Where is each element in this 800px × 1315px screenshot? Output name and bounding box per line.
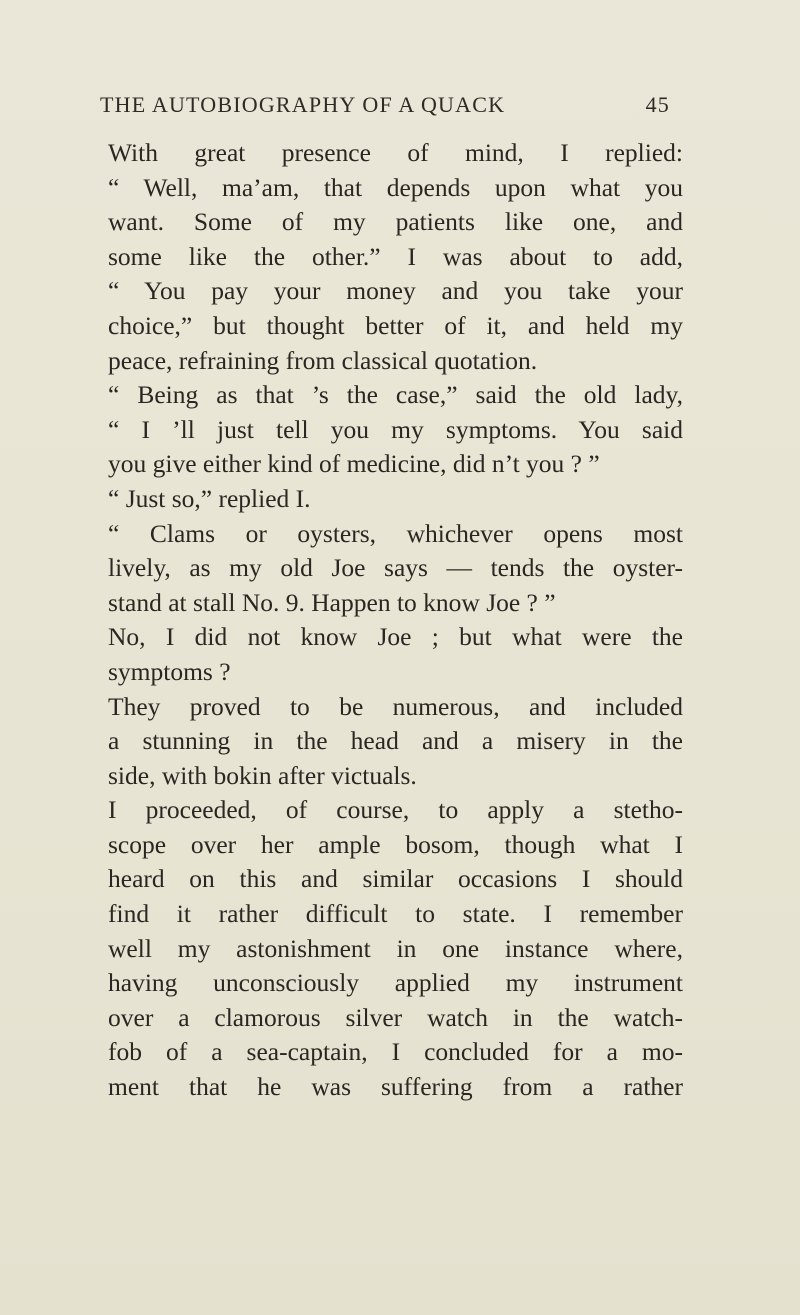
text-line: With great presence of mind, I replied:: [108, 138, 683, 167]
text-line: well my astonishment in one instance where,: [108, 933, 683, 963]
text-line: I proceeded, of course, to apply a stetho-: [108, 795, 683, 825]
body-text: [108, 136, 683, 1105]
text-line: a stunning in the head and a misery in the: [108, 726, 683, 756]
text-line: heard on this and similar occasions I should: [108, 864, 683, 894]
text-line: you give either kind of medicine, did n’t you ? ”: [108, 449, 600, 479]
text-line: They proved to be numerous, and included: [108, 691, 683, 721]
text-line: stand at stall No. 9. Happen to know Joe ? ”: [108, 587, 556, 617]
text-line: ment that he was suffering from a rather: [108, 1072, 683, 1102]
text-line: some like the other.” I was about to add,: [108, 241, 683, 271]
text-line: having unconsciously applied my instrument: [108, 968, 683, 998]
page-number: 45: [645, 92, 670, 117]
text-line: symptoms ?: [108, 656, 231, 686]
text-line: “ Being as that ’s the case,” said the old lady,: [108, 380, 683, 410]
text-line: fob of a sea-captain, I concluded for a mo-: [108, 1037, 683, 1067]
text-line: “ Clams or oysters, whichever opens most: [108, 518, 683, 548]
text-line: “ I ’ll just tell you my symptoms. You said: [108, 414, 683, 444]
text-line: “ Just so,” replied I.: [108, 483, 311, 513]
text-line: “ You pay your money and you take your: [108, 276, 683, 306]
text-line: want. Some of my patients like one, and: [108, 207, 683, 237]
text-line: No, I did not know Joe ; but what were the: [108, 622, 683, 652]
text-line: peace, refraining from classical quotation.: [108, 345, 538, 375]
text-line: scope over her ample bosom, though what I: [108, 829, 683, 859]
text-line: side, with bokin after victuals.: [108, 760, 417, 790]
text-line: “ Well, ma’am, that depends upon what you: [108, 172, 683, 202]
text-line: choice,” but thought better of it, and held my: [108, 310, 683, 340]
text-line: find it rather difficult to state. I remember: [108, 899, 683, 929]
running-header: [100, 92, 670, 118]
running-title: THE AUTOBIOGRAPHY OF A QUACK: [100, 92, 506, 117]
text-line: over a clamorous silver watch in the watch-: [108, 1002, 683, 1032]
text-line: lively, as my old Joe says — tends the oyster-: [108, 553, 683, 583]
